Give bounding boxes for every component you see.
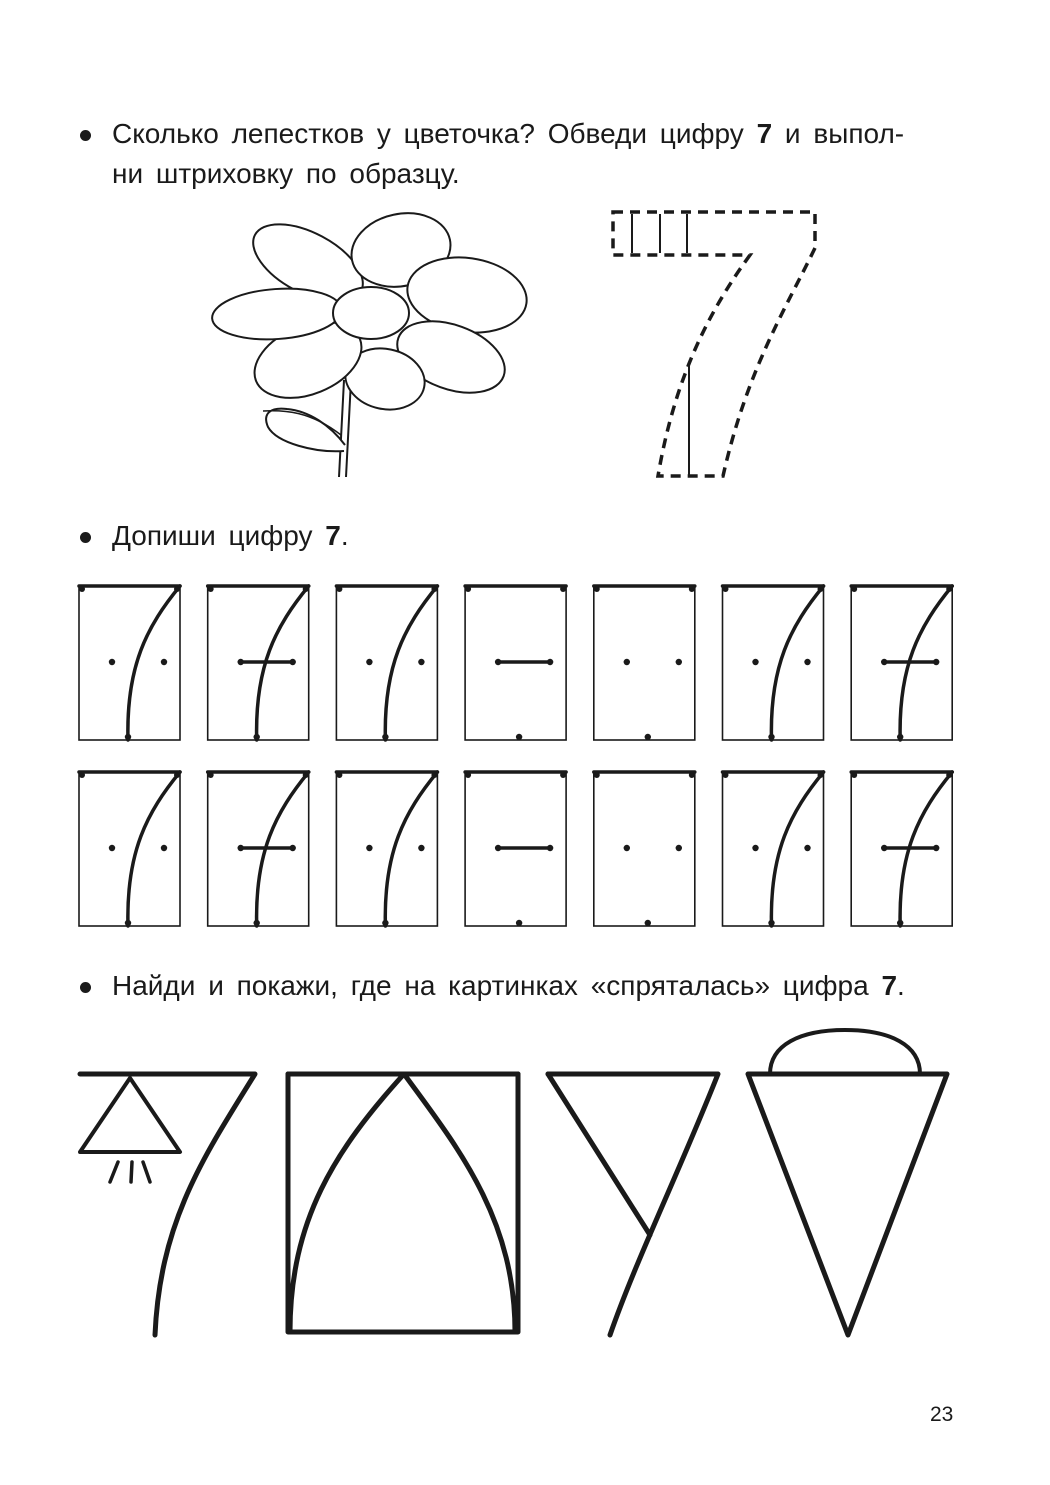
task-1-text-line-1: Сколько лепестков у цветочка? Обведи цифру: [112, 118, 744, 149]
bullet-icon: [80, 982, 91, 993]
tracing-cell[interactable]: [79, 586, 180, 740]
hatching-sample: [632, 214, 689, 476]
task-2-text: [80, 516, 349, 556]
tracing-cell[interactable]: [208, 586, 309, 740]
task-3-suffix: .: [897, 970, 905, 1001]
tracing-cell[interactable]: [723, 586, 824, 740]
tracing-cell[interactable]: [465, 772, 566, 926]
lamp-seven-icon: [80, 1074, 255, 1335]
tent-seven-icon: [288, 1074, 518, 1332]
task-3-instruction: [80, 966, 905, 1006]
task-3-text: [80, 966, 905, 1006]
tracing-cell[interactable]: [723, 772, 824, 926]
funnel-seven-icon: [548, 1074, 718, 1335]
bullet-icon: [80, 130, 91, 141]
task-2-suffix: .: [340, 520, 349, 551]
task-1-text: [80, 114, 960, 194]
hidden-sevens-pictures: [0, 1020, 1050, 1365]
tracing-cell[interactable]: [336, 586, 437, 740]
bullet-icon: [80, 532, 91, 543]
task-1-instruction: [80, 114, 960, 194]
tracing-cell[interactable]: [851, 772, 952, 926]
tracing-cell[interactable]: [79, 772, 180, 926]
tracing-cell[interactable]: [336, 772, 437, 926]
ice-cream-seven-icon: [748, 1030, 947, 1335]
page-number: 23: [930, 1403, 954, 1426]
task-3-text-label: Найди и покажи, где на картинках «спряталась» цифра: [112, 970, 869, 1001]
flower-illustration: [205, 205, 535, 490]
task-1-digit: 7: [756, 118, 773, 149]
tracing-cell[interactable]: [594, 586, 695, 740]
tracing-cell[interactable]: [208, 772, 309, 926]
task-3-digit: 7: [881, 970, 898, 1001]
tracing-cell[interactable]: [851, 586, 952, 740]
dashed-seven-outline: [595, 200, 835, 490]
tracing-cell[interactable]: [465, 586, 566, 740]
flower-center: [333, 287, 409, 339]
task-1-text-line-1-end: и выпол-: [784, 118, 905, 149]
task-2-text-label: Допиши цифру: [112, 520, 313, 551]
task-2-instruction: [80, 516, 349, 556]
task-2-digit: 7: [325, 520, 341, 551]
digit-tracing-grid: [0, 570, 1050, 940]
tracing-cell[interactable]: [594, 772, 695, 926]
task-1-text-line-2: ни штриховку по образцу.: [112, 158, 460, 189]
